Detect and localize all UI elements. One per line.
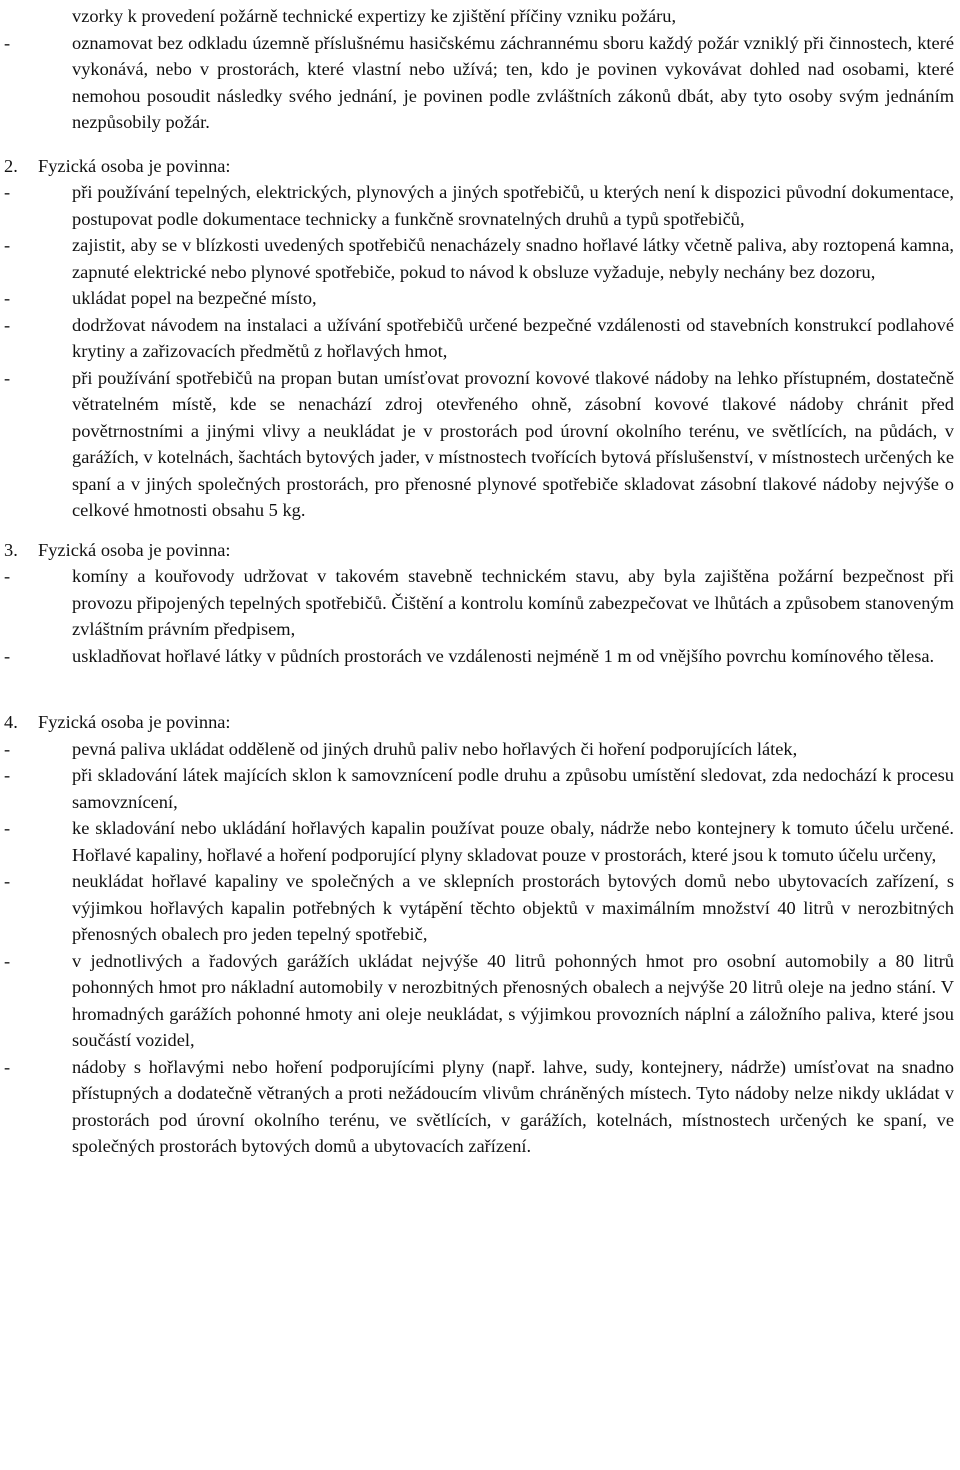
list-item-text: ukládat popel na bezpečné místo, xyxy=(72,288,317,308)
list-dash: - xyxy=(4,235,11,255)
list-item xyxy=(4,232,954,285)
section-number: 4. xyxy=(4,712,18,732)
list-item-text: dodržovat návodem na instalaci a užívání spotřebičů určené bezpečné vzdálenosti od stavebních konstrukcí podlahové krytiny a zařizovacích předmětů z hořlavých hmot, xyxy=(72,314,954,361)
list-dash: - xyxy=(4,645,11,666)
list-dash: - xyxy=(4,182,11,202)
list-dash: - xyxy=(4,738,11,759)
list-item-text: pevná paliva ukládat odděleně od jiných druhů paliv nebo hořlavých či hoření podporujících látek, xyxy=(72,738,798,759)
list-item-text: neukládat hořlavé kapaliny ve společných a ve sklepních prostorách bytových domů nebo ubytovacích zařízení, s výjimkou hořlavých kapalin potřebných k vytápění těchto objektů v maximálním množství 40 litrů v nerozbitných přenosných obalech pro jeden tepelný spotřebič, xyxy=(72,871,954,944)
section-heading-text: Fyzická osoba je povinna: xyxy=(38,712,231,732)
list-item xyxy=(4,948,954,1054)
list-item-text: ke skladování nebo ukládání hořlavých kapalin používat pouze obaly, nádrže nebo kontejnery k tomuto účelu určené. Hořlavé kapaliny, hořlavé a hoření podporující plyny skladovat pouze v prostorách, které jsou k tomuto účelu určeny, xyxy=(72,818,954,865)
list-item xyxy=(4,762,954,815)
list-item-text: při používání spotřebičů na propan butan umísťovat provozní kovové tlakové nádoby na lehko přístupném, dostatečně větratelném místě, kde se nenachází zdroj otevřeného ohně, zásobní kovové tlakové nádoby chránit před povětrnostními a jinými vlivy a neukládat je v prostorách pod úrovní okolního terénu, ve světlících, na půdách, v garážích, v kotelnách, šachtách bytových jader, v místnostech tvořících bytová příslušenství, v místnostech určených ke spaní a v jiných společných prostorách, pro přenosné plynové spotřebiče skladovat zásobní tlakové nádoby nejvýše o celkové hmotnosti obsahu 5 kg. xyxy=(72,367,954,520)
list-item xyxy=(4,1054,954,1160)
list-dash: - xyxy=(4,1056,11,1077)
section-heading-text: Fyzická osoba je povinna: xyxy=(38,539,231,560)
list-dash: - xyxy=(4,818,11,838)
section-number: 2. xyxy=(4,155,18,176)
list-dash: - xyxy=(4,314,11,335)
list-item-text: v jednotlivých a řadových garážích ukládat nejvýše 40 litrů pohonných hmot pro osobní automobily a 80 litrů pohonných hmot pro nákladní automobily v nerozbitných přenosných obalech a nejvýše 20 litrů oleje na jedno stání. V hromadných garážích pohonné hmoty ani oleje neukládat, s výjimkou provozních náplní a záložního paliva, které jsou součástí vozidel, xyxy=(72,950,954,1050)
section-number: 3. xyxy=(4,539,18,560)
list-dash: - xyxy=(4,566,11,586)
list-item xyxy=(4,643,954,670)
list-dash: - xyxy=(4,950,11,971)
list-dash: - xyxy=(4,288,11,308)
section-heading xyxy=(4,709,954,736)
list-item xyxy=(4,179,954,232)
list-item xyxy=(4,815,954,868)
list-item-text: nádoby s hořlavými nebo hoření podporujícími plyny (např. lahve, sudy, kontejnery, nádrže) umísťovat na snadno přístupných a dodatečně větraných a proti nežádoucím vlivům chráněných místech. Tyto nádoby nelze nikdy ukládat v prostorách pod úrovní okolního terénu, ve světlících, v garážích, kotelnách, místnostech určených ke spaní, ve společných prostorách bytových domů a ubytovacích zařízení. xyxy=(72,1056,954,1156)
list-dash: - xyxy=(4,32,11,53)
section-heading-text: Fyzická osoba je povinna: xyxy=(38,155,231,176)
list-item-text: uskladňovat hořlavé látky v půdních prostorách ve vzdálenosti nejméně 1 m od vnějšího povrchu komínového tělesa. xyxy=(72,645,935,666)
list-item xyxy=(4,30,954,136)
section-heading xyxy=(4,153,954,180)
list-item-text: zajistit, aby se v blízkosti uvedených spotřebičů nenacházely snadno hořlavé látky včetně paliva, aby roztopená kamna, zapnuté elektrické nebo plynové spotřebiče, pokud to návod k obsluze vyžaduje, nebyly nechány bez dozoru, xyxy=(72,235,954,282)
list-item-text: při skladování látek majících sklon k samovznícení podle druhu a způsobu umístění sledovat, zda nedochází k procesu samovznícení, xyxy=(72,765,954,812)
list-item-text: komíny a kouřovody udržovat v takovém stavebně technickém stavu, aby byla zajištěna požární bezpečnost při provozu připojených tepelných spotřebičů. Čištění a kontrolu komínů zabezpečovat ve lhůtách a způsobem stanoveným zvláštním právním předpisem, xyxy=(72,566,954,639)
list-item xyxy=(4,285,954,312)
list-item xyxy=(4,365,954,524)
list-item-text: při používání tepelných, elektrických, plynových a jiných spotřebičů, u kterých není k dispozici původní dokumentace, postupovat podle dokumentace technicky a funkčně srovnatelných druhů a typů spotřebičů, xyxy=(72,182,954,229)
list-item xyxy=(4,312,954,365)
intro-continuation: vzorky k provedení požárně technické expertizy ke zjištění příčiny vzniku požáru, xyxy=(72,6,677,26)
section-heading xyxy=(4,537,954,564)
list-dash: - xyxy=(4,765,11,785)
list-item xyxy=(4,736,954,763)
list-dash: - xyxy=(4,367,11,388)
list-dash: - xyxy=(4,871,11,891)
list-item xyxy=(4,563,954,643)
list-item-text: oznamovat bez odkladu územně příslušnému hasičskému záchrannému sboru každý požár vzniklý při činnostech, které vykonává, nebo v prostorách, které vlastní nebo užívá; ten, kdo je povinen vykovávat dohled nad osobami, které nemohou posoudit následky svého jednání, je povinen podle zvláštních zákonů dbát, aby tyto osoby svým jednáním nezpůsobily požár. xyxy=(72,32,954,132)
list-item xyxy=(4,868,954,948)
